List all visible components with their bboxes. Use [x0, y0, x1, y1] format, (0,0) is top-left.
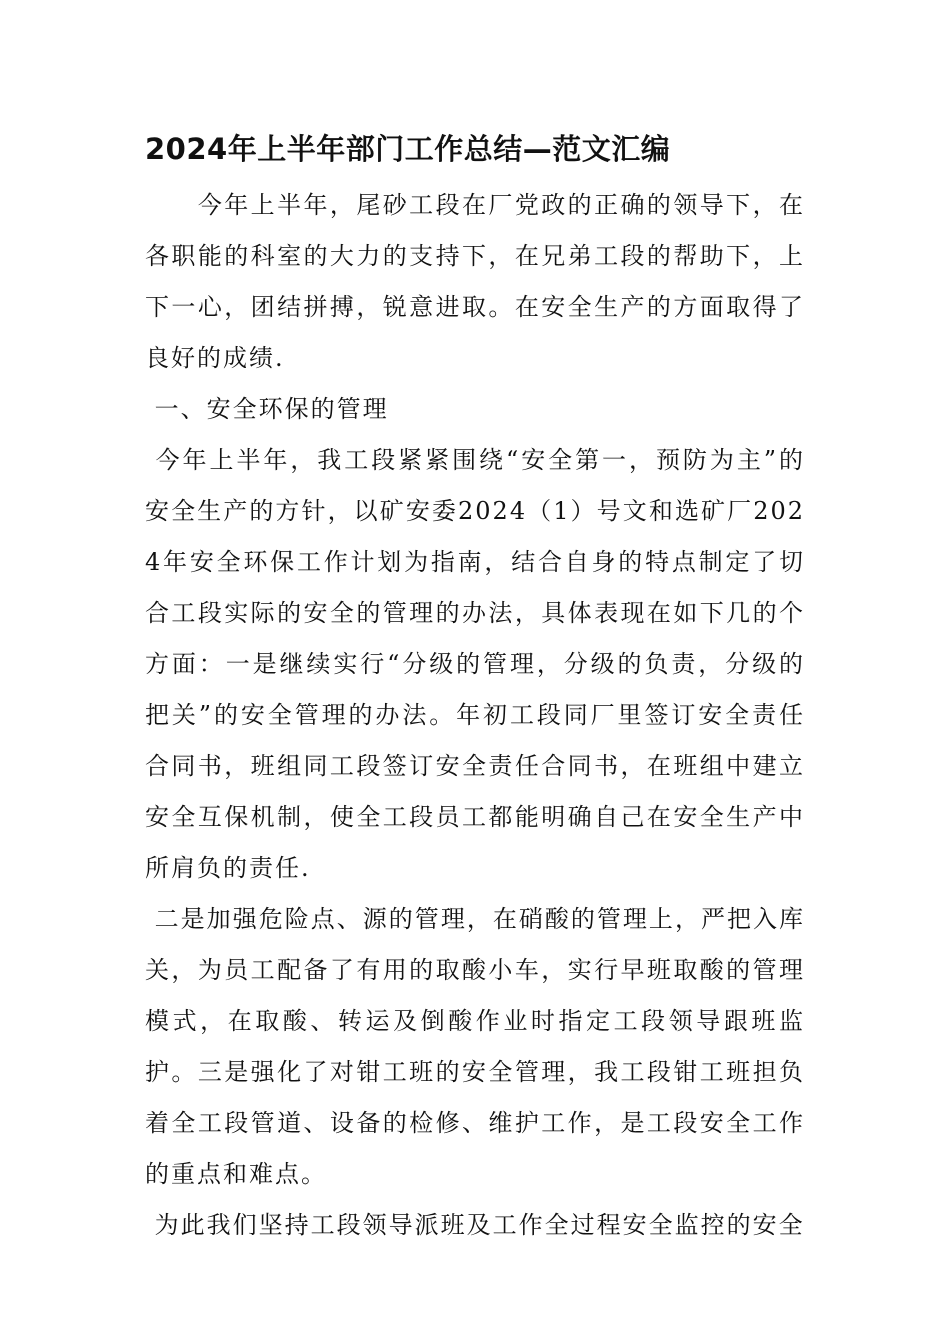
paragraph-safety-policy: 今年上半年，我工段紧紧围绕“安全第一，预防为主”的安全生产的方针，以矿安委2024（1）号文和选矿厂2024年安全环保工作计划为指南，结合自身的特点制定了切合工段实际的安全的管理的办法，具体表现在如下几的个方面：一是继续实行“分级的管理，分级的负责，分级的把关”的安全管理的办法。年初工段同厂里签订安全责任合同书，班组同工段签订安全责任合同书，在班组中建立安全互保机制，使全工段员工都能明确自己在安全生产中所肩负的责任. — [145, 446, 805, 882]
paragraph-hazard-management: 二是加强危险点、源的管理，在硝酸的管理上，严把入库关，为员工配备了有用的取酸小车，实行早班取酸的管理模式，在取酸、转运及倒酸作业时指定工段领导跟班监护。三是强化了对钳工班的安全管理，我工段钳工班担负着全工段管道、设备的检修、维护工作，是工段安全工作的重点和难点。 — [145, 905, 805, 1188]
section-heading-safety: 一、安全环保的管理 — [145, 395, 389, 423]
paragraph-intro: 今年上半年，尾砂工段在厂党政的正确的领导下，在各职能的科室的大力的支持下，在兄弟工段的帮助下，上下一心，团结拼搏，锐意进取。在安全生产的方面取得了良好的成绩. — [145, 191, 805, 372]
paragraph-supervision: 为此我们坚持工段领导派班及工作全过程安全监控的安全 — [145, 1211, 805, 1239]
document-body — [145, 124, 805, 1251]
document-title: 2024年上半年部门工作总结—范文汇编 — [145, 132, 671, 166]
